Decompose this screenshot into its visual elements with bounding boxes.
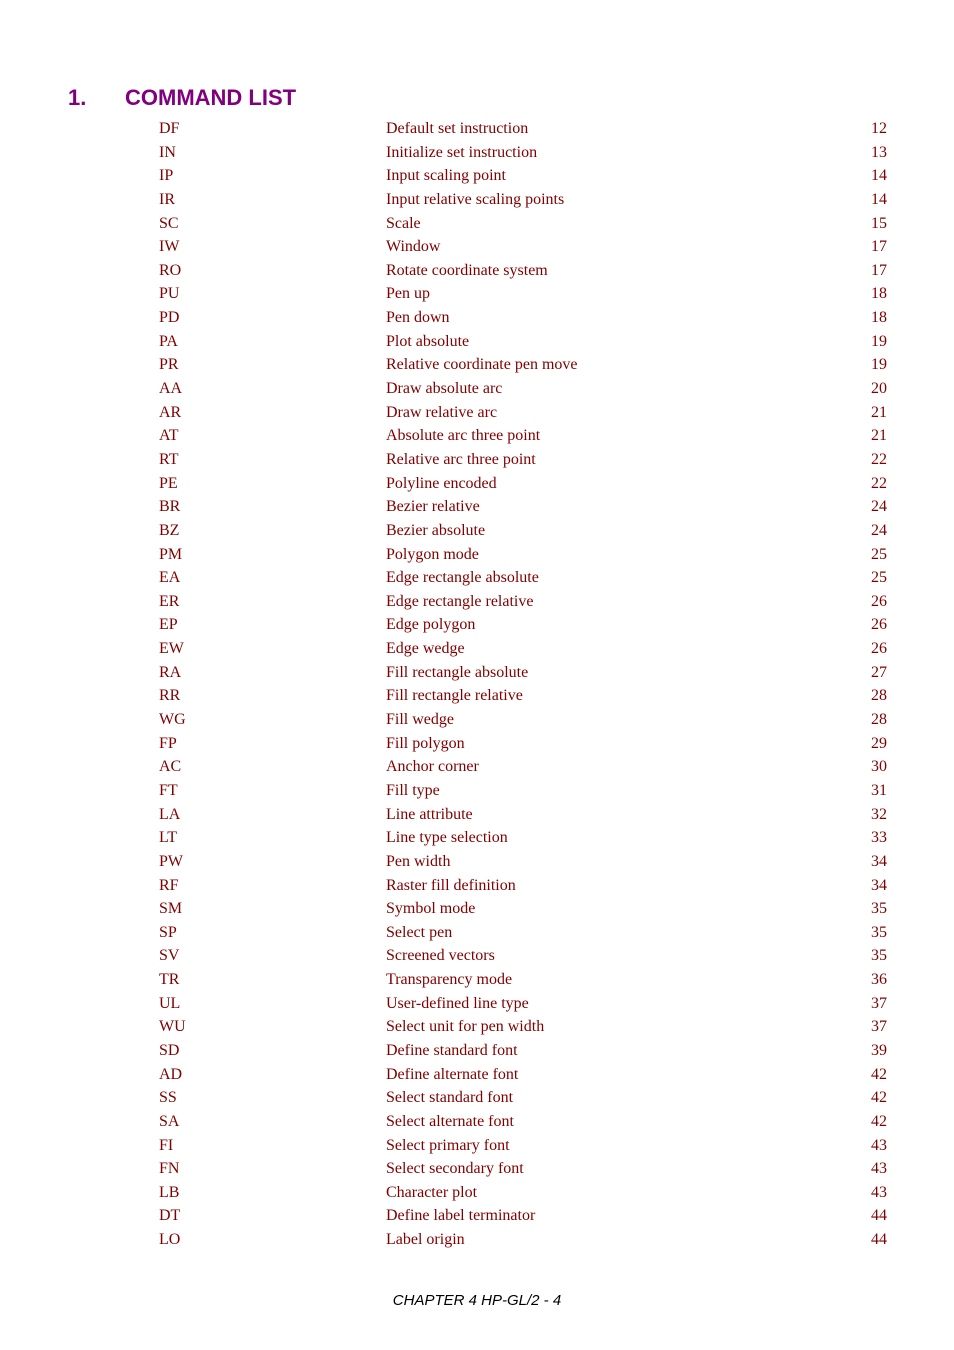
command-page-number: 33: [871, 829, 887, 847]
command-page-number: 27: [871, 663, 887, 681]
command-row: [159, 330, 887, 354]
command-description: Relative arc three point: [386, 450, 536, 468]
command-page-number: 43: [871, 1136, 887, 1154]
command-page-number: 26: [871, 616, 887, 634]
command-description: Bezier absolute: [386, 521, 486, 539]
command-description: Rotate coordinate system: [386, 261, 548, 279]
command-row: [159, 1110, 887, 1134]
command-description: Edge rectangle relative: [386, 592, 534, 610]
command-row: [159, 874, 887, 898]
command-row: [159, 661, 887, 685]
command-code: RT: [159, 450, 179, 468]
command-description: Fill rectangle absolute: [386, 663, 529, 681]
command-page-number: 13: [871, 143, 887, 161]
command-code: IN: [159, 143, 176, 161]
command-code: DF: [159, 120, 180, 137]
command-page-number: 34: [871, 852, 887, 870]
command-page-number: 42: [871, 1089, 887, 1107]
command-row: [159, 188, 887, 212]
command-page-number: 24: [871, 498, 887, 516]
command-description: Fill wedge: [386, 711, 454, 729]
command-row: [159, 1039, 887, 1063]
command-code: SM: [159, 900, 183, 918]
command-row: [159, 306, 887, 330]
command-code: ER: [159, 592, 180, 610]
command-description: Relative coordinate pen move: [386, 356, 578, 374]
page-footer: CHAPTER 4 HP-GL/2 - 4: [392, 1292, 562, 1309]
command-page-number: 39: [871, 1041, 887, 1059]
command-row: [159, 968, 887, 992]
command-code: WU: [159, 1018, 186, 1036]
command-description: Fill polygon: [386, 734, 465, 752]
command-description: User-defined line type: [386, 994, 529, 1012]
command-code: BR: [159, 498, 181, 516]
command-code: PA: [159, 332, 178, 350]
command-row: [159, 684, 887, 708]
command-row: [159, 282, 887, 306]
command-description: Select primary font: [386, 1136, 510, 1154]
command-description: Label origin: [386, 1231, 465, 1249]
command-page-number: 18: [871, 309, 887, 327]
command-row: [159, 1228, 887, 1252]
command-page-number: 29: [871, 734, 887, 752]
command-code: FI: [159, 1136, 174, 1154]
command-code: AA: [159, 380, 183, 398]
command-row: [159, 826, 887, 850]
command-row: [159, 424, 887, 448]
command-description: Select standard font: [386, 1089, 514, 1107]
command-code: FT: [159, 781, 178, 799]
command-code: SD: [159, 1041, 180, 1059]
command-row: [159, 1015, 887, 1039]
command-page-number: 35: [871, 947, 887, 965]
command-description: Character plot: [386, 1183, 478, 1201]
command-description: Edge wedge: [386, 640, 465, 658]
command-description: Symbol mode: [386, 900, 476, 918]
command-description: Window: [386, 238, 441, 256]
command-row: [159, 755, 887, 779]
command-code: PU: [159, 285, 180, 303]
command-code: RA: [159, 663, 182, 681]
command-code: RO: [159, 261, 182, 279]
command-row: [159, 1134, 887, 1158]
command-description: Edge polygon: [386, 616, 476, 634]
command-code: BZ: [159, 521, 180, 539]
command-page-number: 18: [871, 285, 887, 303]
command-code: RF: [159, 876, 179, 894]
command-page-number: 34: [871, 876, 887, 894]
command-code: RR: [159, 687, 181, 705]
command-description: Draw relative arc: [386, 403, 498, 421]
command-description: Define label terminator: [386, 1207, 536, 1225]
command-row: [159, 448, 887, 472]
command-page-number: 44: [871, 1231, 887, 1249]
command-code: SA: [159, 1112, 180, 1130]
command-row: [159, 543, 887, 567]
command-code: FP: [159, 734, 177, 752]
command-page-number: 24: [871, 521, 887, 539]
command-description: Select unit for pen width: [386, 1018, 545, 1036]
command-description: Absolute arc three point: [386, 427, 541, 445]
command-row: [159, 259, 887, 283]
command-code: LT: [159, 829, 178, 847]
command-row: [159, 495, 887, 519]
command-page-number: 19: [871, 356, 887, 374]
command-code: AT: [159, 427, 179, 445]
command-row: [159, 377, 887, 401]
command-description: Screened vectors: [386, 947, 495, 965]
command-row: [159, 401, 887, 425]
command-page-number: 22: [871, 474, 887, 492]
command-page-number: 37: [871, 1018, 887, 1036]
command-page-number: 26: [871, 592, 887, 610]
command-page-number: 28: [871, 687, 887, 705]
command-code: PR: [159, 356, 179, 374]
command-page-number: 28: [871, 711, 887, 729]
command-page-number: 26: [871, 640, 887, 658]
command-code: LB: [159, 1183, 180, 1201]
command-code: PE: [159, 474, 178, 492]
command-description: Polyline encoded: [386, 474, 497, 492]
command-code: PW: [159, 852, 183, 870]
command-code: EW: [159, 640, 184, 658]
command-description: Draw absolute arc: [386, 380, 503, 398]
section-heading: [68, 85, 296, 111]
command-code: WG: [159, 711, 186, 729]
command-page-number: 21: [871, 427, 887, 445]
command-row: [159, 1086, 887, 1110]
command-description: Pen up: [386, 285, 430, 303]
command-description: Select secondary font: [386, 1160, 524, 1178]
command-description: Anchor corner: [386, 758, 479, 776]
command-description: Fill rectangle relative: [386, 687, 523, 705]
command-description: Bezier relative: [386, 498, 480, 516]
section-number: 1.: [68, 84, 87, 110]
command-page-number: 44: [871, 1207, 887, 1225]
command-code: EA: [159, 569, 181, 587]
command-row: [159, 637, 887, 661]
command-row: [159, 164, 887, 188]
command-code: TR: [159, 971, 180, 989]
command-code: SV: [159, 947, 180, 965]
command-code: AC: [159, 758, 182, 776]
command-description: Pen width: [386, 852, 451, 870]
command-description: Line type selection: [386, 829, 508, 847]
command-code: FN: [159, 1160, 180, 1178]
command-code: PD: [159, 309, 180, 327]
command-description: Define alternate font: [386, 1065, 519, 1083]
command-description: Select pen: [386, 923, 453, 941]
command-row: [159, 1063, 887, 1087]
command-description: Input relative scaling points: [386, 190, 565, 208]
command-description: Input scaling point: [386, 167, 506, 185]
command-description: Define standard font: [386, 1041, 518, 1059]
command-page-number: 12: [871, 120, 887, 137]
command-code: IW: [159, 238, 180, 256]
command-page-number: 17: [871, 261, 887, 279]
command-code: SP: [159, 923, 177, 941]
command-row: [159, 472, 887, 496]
command-row: [159, 921, 887, 945]
command-page-number: 43: [871, 1160, 887, 1178]
command-page-number: 20: [871, 380, 887, 398]
command-page-number: 15: [871, 214, 887, 232]
command-code: IR: [159, 190, 175, 208]
command-code: IP: [159, 167, 174, 185]
command-row: [159, 117, 887, 141]
command-code: UL: [159, 994, 181, 1012]
command-description: Polygon mode: [386, 545, 479, 563]
command-row: [159, 590, 887, 614]
command-page-number: 37: [871, 994, 887, 1012]
command-row: [159, 850, 887, 874]
command-page-number: 17: [871, 238, 887, 256]
command-row: [159, 519, 887, 543]
command-row: [159, 212, 887, 236]
command-page-number: 25: [871, 569, 887, 587]
command-row: [159, 353, 887, 377]
command-page-number: 32: [871, 805, 887, 823]
command-code: SS: [159, 1089, 177, 1107]
command-row: [159, 897, 887, 921]
command-page-number: 30: [871, 758, 887, 776]
command-row: [159, 803, 887, 827]
command-description: Plot absolute: [386, 332, 470, 350]
section-title: COMMAND LIST: [125, 84, 297, 110]
command-row: [159, 779, 887, 803]
command-page-number: 42: [871, 1112, 887, 1130]
command-description: Raster fill definition: [386, 876, 516, 894]
command-description: Select alternate font: [386, 1112, 514, 1130]
command-page-number: 25: [871, 545, 887, 563]
command-description: Line attribute: [386, 805, 473, 823]
command-page-number: 31: [871, 781, 887, 799]
command-page-number: 14: [871, 167, 887, 185]
command-description: Default set instruction: [386, 120, 529, 137]
command-list: [159, 117, 887, 1252]
command-page-number: 14: [871, 190, 887, 208]
command-page-number: 36: [871, 971, 887, 989]
command-page-number: 35: [871, 900, 887, 918]
command-row: [159, 732, 887, 756]
command-row: [159, 1204, 887, 1228]
command-row: [159, 992, 887, 1016]
command-page-number: 22: [871, 450, 887, 468]
command-page-number: 42: [871, 1065, 887, 1083]
command-code: SC: [159, 214, 179, 232]
command-row: [159, 1181, 887, 1205]
command-description: Scale: [386, 214, 421, 232]
command-code: AD: [159, 1065, 183, 1083]
command-description: Edge rectangle absolute: [386, 569, 539, 587]
command-description: Pen down: [386, 309, 450, 327]
command-page-number: 19: [871, 332, 887, 350]
command-code: DT: [159, 1207, 181, 1225]
command-row: [159, 141, 887, 165]
command-description: Transparency mode: [386, 971, 513, 989]
command-row: [159, 613, 887, 637]
command-page-number: 21: [871, 403, 887, 421]
command-code: EP: [159, 616, 178, 634]
command-code: LA: [159, 805, 181, 823]
command-row: [159, 566, 887, 590]
command-row: [159, 1157, 887, 1181]
command-page-number: 43: [871, 1183, 887, 1201]
command-description: Initialize set instruction: [386, 143, 538, 161]
command-description: Fill type: [386, 781, 440, 799]
command-row: [159, 708, 887, 732]
command-code: PM: [159, 545, 183, 563]
command-page-number: 35: [871, 923, 887, 941]
command-code: LO: [159, 1231, 181, 1249]
command-code: AR: [159, 403, 182, 421]
command-row: [159, 944, 887, 968]
command-row: [159, 235, 887, 259]
